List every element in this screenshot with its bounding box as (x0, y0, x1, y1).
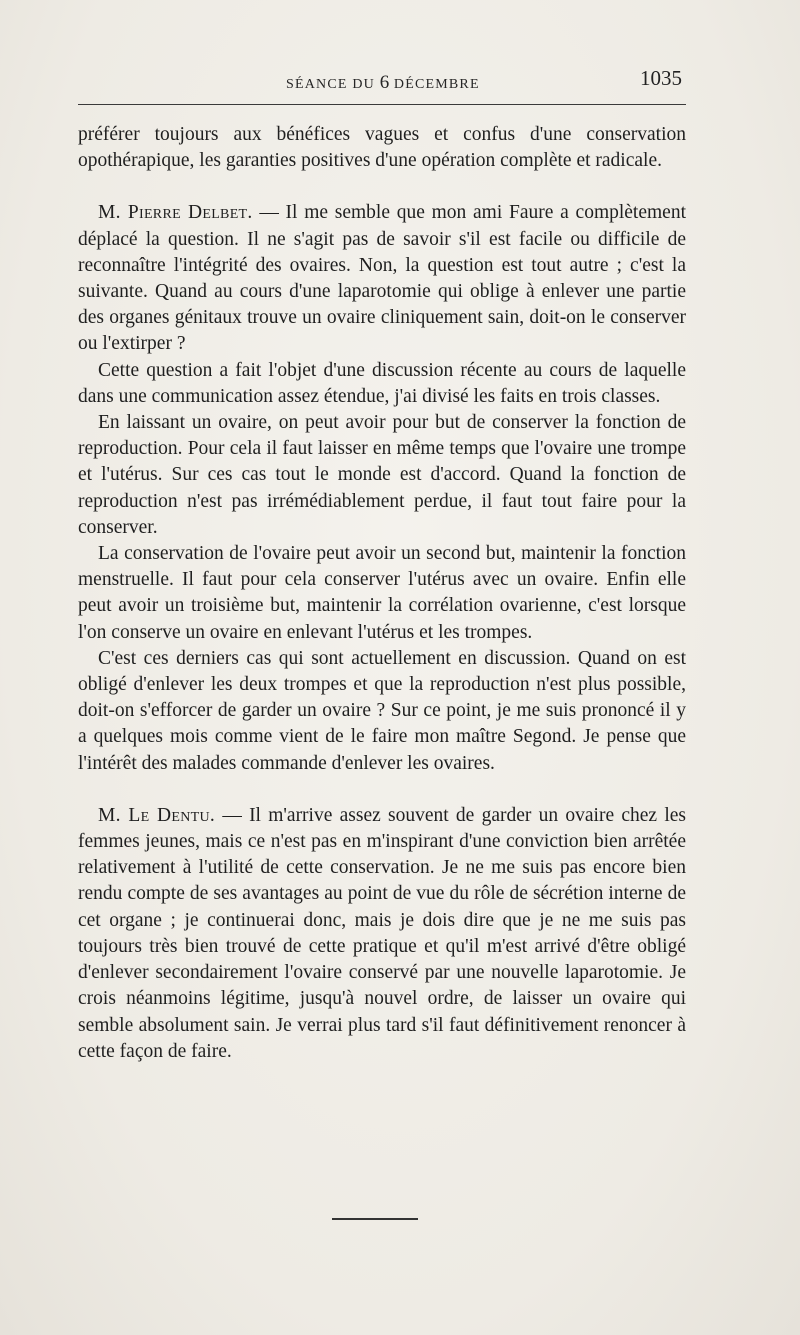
paragraph: Cette question a fait l'objet d'une discussion récente au cours de laquelle dans une communication assez étendue, j'ai divisé les faits en trois classes. (78, 359, 686, 407)
paragraph-delbet (78, 200, 686, 357)
section-end-rule (332, 1218, 418, 1220)
page-number: 1035 (640, 66, 682, 90)
paragraph-le-dentu (78, 803, 686, 1065)
speaker-name: M. Pierre Delbet. (98, 202, 253, 224)
paragraph-continuation: préférer toujours aux bénéfices vagues et confus d'une conservation opothérapique, les garanties positives d'une opération complète et radicale. (78, 124, 686, 172)
speaker-name: M. Le Dentu. (98, 804, 216, 826)
running-head-month: DÉCEMBRE (393, 77, 480, 92)
running-head-prefix: SÉANCE DU (286, 77, 375, 92)
paragraph: En laissant un ovaire, on peut avoir pour but de conserver la fonction de reproduction. Pour cela il faut laisser en même temps que l'ovaire une trompe et l'utérus. Sur ces cas tout le monde est d'accord. Quand la fonction de reproduction n'est pas irrémédiablement perdue, il faut tout faire pour la conserver. (78, 412, 686, 538)
page-header (78, 64, 686, 98)
running-head-day: 6 (379, 72, 390, 93)
paragraph-text: — Il me semble que mon ami Faure a complètement déplacé la question. Il ne s'agit pas de savoir s'il est facile ou difficile de reconnaître l'intégrité des ovaires. Non, la question est tout autre ; c'est la suivante. Quand au cours d'une laparotomie qui oblige à enlever une partie des organes génitaux trouve un ovaire cliniquement sain, doit-on le conserver ou l'extirper ? (78, 202, 686, 355)
body-text (78, 122, 686, 1065)
paragraph: C'est ces derniers cas qui sont actuellement en discussion. Quand on est obligé d'enlever les deux trompes et que la reproduction n'est plus possible, doit-on s'efforcer de garder un ovaire ? Sur ce point, je me suis prononcé il y a quelques mois comme vient de le faire mon maître Segond. Je pense que l'intérêt des malades commande d'enlever les ovaires. (78, 647, 686, 774)
running-head (286, 72, 480, 94)
paragraph-text: — Il m'arrive assez souvent de garder un ovaire chez les femmes jeunes, mais ce n'est pas en m'inspirant d'une conviction bien arrêtée relativement à l'utilité de cette conservation. Je ne me suis pas encore bien rendu compte de ses avantages au point de vue du rôle de sécrétion interne de cet organe ; je continuerai donc, mais je dois dire que je ne me suis pas toujours très bien trouvé de cette pratique et qu'il m'est arrivé d'être obligé d'enlever secondairement l'ovaire conservé par une nouvelle laparotomie. Je crois néanmoins légitime, jusqu'à nouvel ordre, de laisser un ovaire qui semble absolument sain. Je verrai plus tard s'il faut définitivement renoncer à cette façon de faire. (78, 804, 686, 1062)
header-rule (78, 104, 686, 105)
paragraph: La conservation de l'ovaire peut avoir un second but, maintenir la fonction menstruelle. Il faut pour cela conserver l'utérus avec un ovaire. Enfin elle peut avoir un troisième but, maintenir la corrélation ovarienne, c'est lorsque l'on conserve un ovaire en enlevant l'utérus et les trompes. (78, 543, 686, 643)
